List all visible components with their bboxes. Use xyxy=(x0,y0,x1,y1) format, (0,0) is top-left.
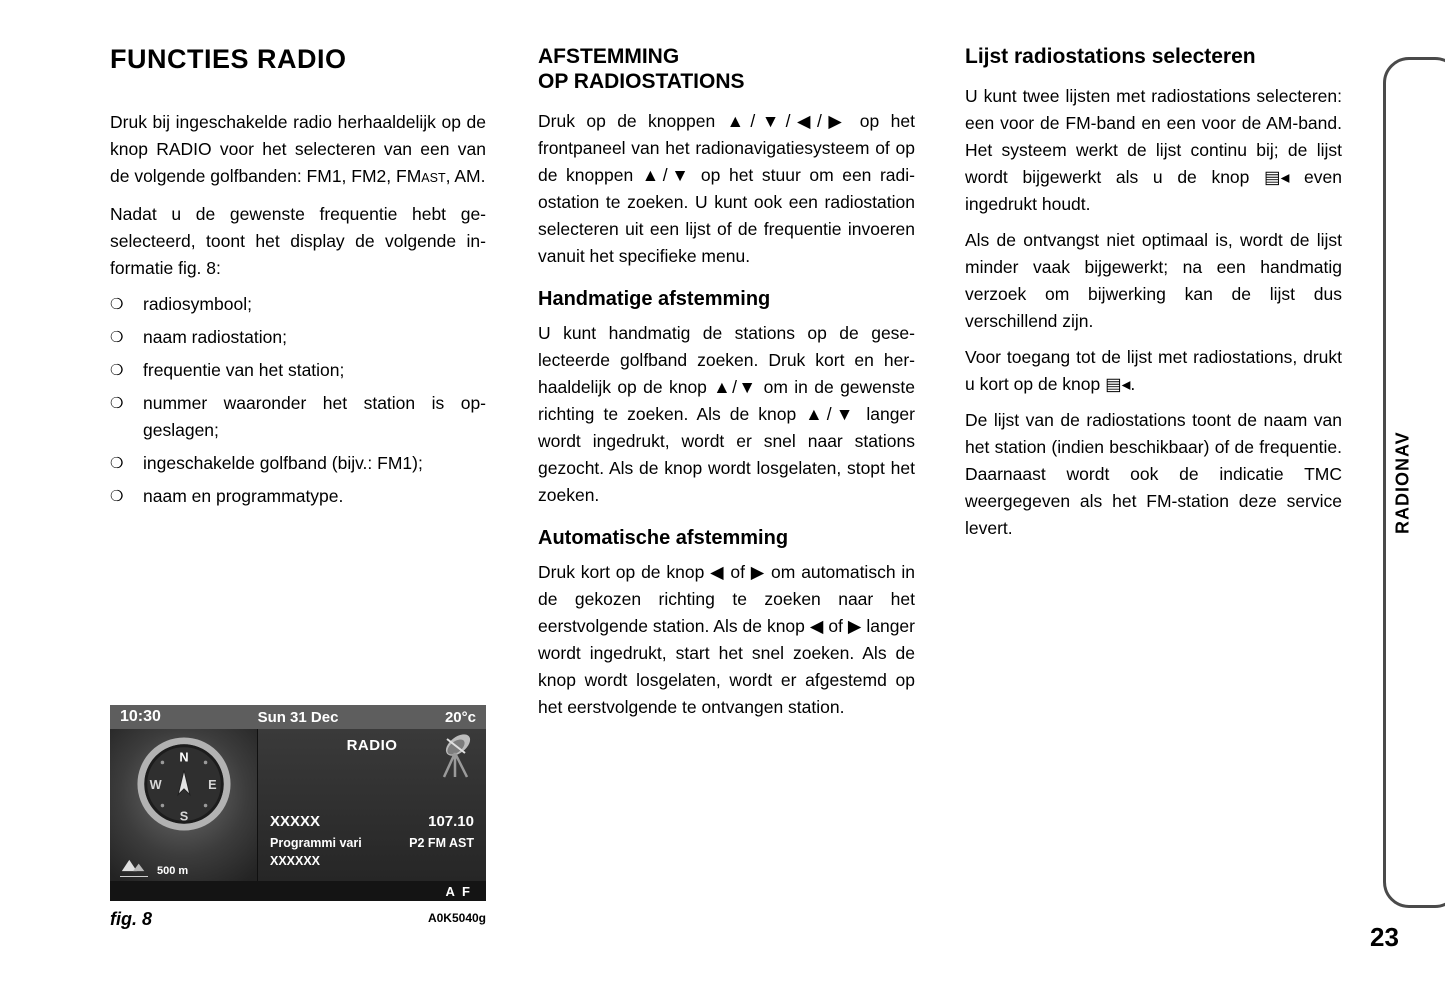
antenna-icon xyxy=(434,733,476,779)
display-body xyxy=(110,729,486,881)
display-radio-panel xyxy=(258,729,486,881)
right-column xyxy=(965,44,1342,551)
fm-ast-smallcaps: AST xyxy=(421,171,446,185)
compass-east-label: E xyxy=(207,776,217,792)
paragraph-band-selection xyxy=(110,109,486,192)
list-item: ❍ nummer waaronder het station is opgeslagen; xyxy=(110,390,486,444)
list-item: ❍ ingeschakelde golfband (bijv.: FM1); xyxy=(110,450,486,477)
bullet-icon: ❍ xyxy=(110,329,124,346)
paragraph-text: , AM. xyxy=(445,166,486,186)
middle-column xyxy=(538,44,915,730)
bullet-icon: ❍ xyxy=(110,362,124,379)
figure-caption: fig. 8 xyxy=(110,909,153,929)
bullet-icon: ❍ xyxy=(110,395,124,412)
figure-caption-row xyxy=(110,909,486,930)
title-line: OP RADIOSTATIONS xyxy=(538,70,745,93)
program-type: Programmi vari xyxy=(270,836,362,850)
list-item: ❍ frequentie van het station; xyxy=(110,357,486,384)
map-scale-value: 500 m xyxy=(157,865,189,877)
section-tab-radionav: RADIONAV xyxy=(1392,431,1413,534)
station-frequency: 107.10 xyxy=(428,813,474,830)
paragraph-station-list-2: Als de ontvangst niet optimaal is, wordt de lijst minder vaak bijgewerkt; na een handmatig verzoek om bijwerking kan de lijst dus verschillend zijn. xyxy=(965,230,1342,331)
station-alt-row xyxy=(270,854,474,868)
display-temperature: 20°c xyxy=(444,708,476,726)
paragraph-manual-tuning: U kunt handmatig de stations op de geselecteerde golfband zoeken. Druk kort en herhaaldelijk op de knop ▲/▼ om in de gewenste richting te zoeken. Als de knop ▲/▼ langer wordt ingedrukt, wordt er snel naar stations gezocht. Als de knop wordt losgelaten, stopt het zoeken. xyxy=(538,323,915,505)
section-title-afstemming xyxy=(538,44,915,94)
title-line: AFSTEMMING xyxy=(538,45,680,68)
section-title-station-list: Lijst radiostations selecteren xyxy=(965,45,1256,68)
paragraph-station-list-3: Voor toegang tot de lijst met radiostations, drukt u kort op de knop ▤◂. xyxy=(965,347,1342,394)
figure-code: A0K5040g xyxy=(427,911,486,925)
station-name: XXXXX xyxy=(270,813,321,830)
paragraph-station-list-4: De lijst van de radiostations toont de naam van het station (indien beschikbaar) of de frequentie. Daarnaast wordt ook de indicatie TMC weergegeven als het FM-station deze service levert. xyxy=(965,410,1342,538)
display-bottom-bar xyxy=(110,881,486,901)
bullet-icon: ❍ xyxy=(110,455,124,472)
display-mode-label: RADIO xyxy=(346,737,398,754)
bullet-icon: ❍ xyxy=(110,488,124,505)
station-alt-name: XXXXXX xyxy=(270,854,321,868)
station-row xyxy=(270,813,474,830)
program-row xyxy=(270,836,474,850)
list-item: ❍ naam en programmatype. xyxy=(110,483,486,510)
list-item: ❍ radiosymbool; xyxy=(110,291,486,318)
paragraph-station-list-1: U kunt twee lijsten met radiostations selecteren: een voor de FM-band en een voor de AM-band. Het systeem werkt de lijst continu bij; de lijst wordt bijgewerkt als u de knop ▤◂ even ingedrukt houdt. xyxy=(965,86,1342,214)
display-clock: 10:30 xyxy=(120,708,161,725)
paragraph-display-info: Nadat u de gewenste frequentie hebt geselecteerd, toont het display de volgende informatie fig. 8: xyxy=(110,204,486,278)
mountain-icon xyxy=(120,857,148,877)
map-scale xyxy=(120,857,188,877)
preset-band: P2 FM AST xyxy=(409,836,474,850)
paragraph-auto-tuning: Druk kort op de knop ◀ of ▶ om automatisch in de gekozen richting te zoeken naar het eerstvolgende station. Als de knop ◀ of ▶ langer wordt ingedrukt, start het snel zoeken. Als de knop wordt losgelaten, wordt er afgestemd op het eerstvolgende te ontvangen station. xyxy=(538,562,915,717)
compass-west-label: W xyxy=(149,776,162,792)
display-date: Sun 31 Dec xyxy=(257,708,339,726)
left-column xyxy=(110,44,486,516)
radio-display-figure xyxy=(110,705,486,901)
traffic-indicator: A F xyxy=(445,883,472,899)
display-status-bar xyxy=(110,705,486,729)
page-title: FUNCTIES RADIO xyxy=(110,44,347,74)
compass-icon xyxy=(135,735,233,833)
compass-north-label: N xyxy=(178,749,189,765)
page-number: 23 xyxy=(1370,922,1399,952)
paragraph-text: Druk bij ingeschakelde radio herhaaldelijk op de knop RADIO voor het selecteren van een van de volgende golfbanden: FM1, FM2, FM xyxy=(110,112,486,186)
compass-south-label: S xyxy=(179,808,188,824)
display-compass-panel xyxy=(110,729,258,881)
display-info-list xyxy=(110,291,486,510)
subsection-title-manual-tuning: Handmatige afstemming xyxy=(538,288,771,310)
subsection-title-auto-tuning: Automatische afstemming xyxy=(538,527,789,549)
bullet-icon: ❍ xyxy=(110,296,124,313)
paragraph-tuning-intro: Druk op de knoppen ▲/▼/◀/▶ op het frontpaneel van het radionavigatiesysteem of op de knoppen ▲/▼ op het stuur om een radiostation te zoeken. U kunt ook een radiostation selecteren uit een lijst of de frequentie invoeren vanuit het specifieke menu. xyxy=(538,111,915,266)
list-item: ❍ naam radiostation; xyxy=(110,324,486,351)
